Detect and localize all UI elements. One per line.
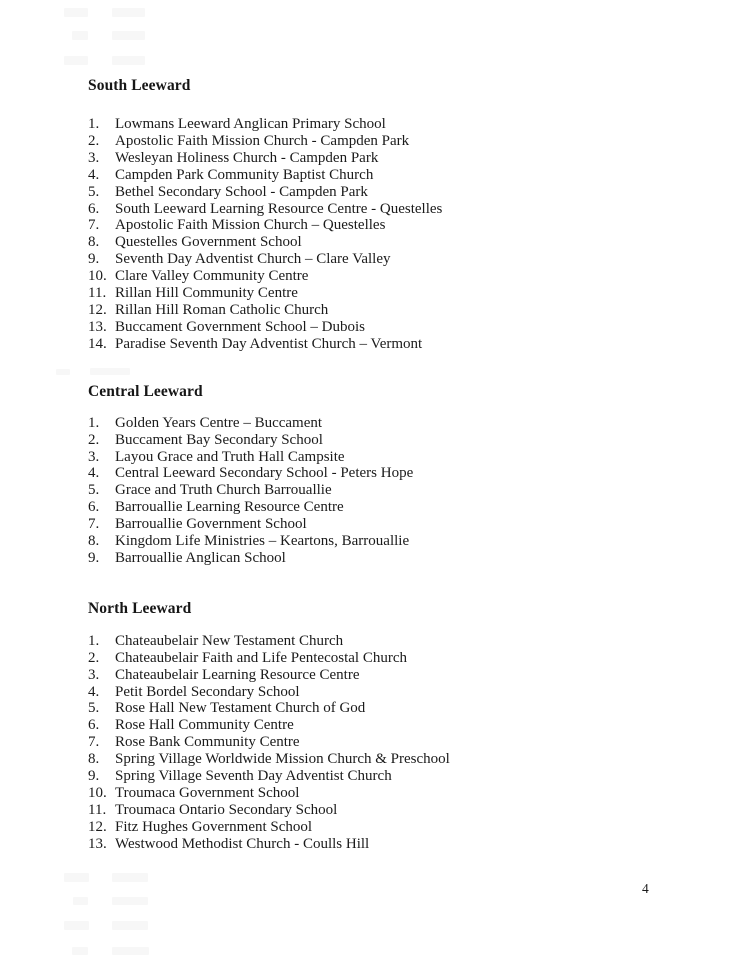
- list-item-label: Seventh Day Adventist Church – Clare Valley: [115, 251, 391, 268]
- list-item: [88, 768, 648, 785]
- list-item: [88, 116, 648, 133]
- list-item-number: 14.: [88, 335, 107, 352]
- list-item: [88, 167, 648, 184]
- list-item: [88, 734, 648, 751]
- list-item: [88, 717, 648, 734]
- list-item-number: 10.: [88, 268, 107, 285]
- scan-artifact: [64, 8, 88, 17]
- list-item-label: Clare Valley Community Centre: [115, 268, 309, 285]
- list-item-number: 8.: [88, 234, 100, 251]
- list-item-label: Spring Village Worldwide Mission Church & Preschool: [115, 751, 450, 768]
- list-item-number: 5.: [88, 183, 100, 200]
- list-item-label: Paradise Seventh Day Adventist Church – Vermont: [115, 335, 423, 352]
- scan-artifact: [64, 921, 89, 930]
- list-item: [88, 285, 648, 302]
- list-item: [88, 482, 648, 499]
- list-item-number: 9.: [88, 251, 100, 268]
- list-item-number: 1.: [88, 116, 100, 132]
- list-item-number: 6.: [88, 200, 100, 217]
- list-item: [88, 336, 648, 353]
- list-item-number: 1.: [88, 632, 100, 649]
- list-item: [88, 319, 648, 336]
- scan-artifact: [64, 873, 89, 882]
- district-section-south-leeward: [88, 76, 648, 353]
- list-item-number: 11.: [88, 801, 107, 818]
- list-item-number: 7.: [88, 516, 100, 533]
- scan-artifact: [112, 8, 145, 17]
- list-item-label: Central Leeward Secondary School - Peters Hope: [115, 465, 414, 482]
- district-list-south-leeward: [88, 116, 648, 353]
- list-item: [88, 449, 648, 466]
- list-item-number: 4.: [88, 166, 100, 183]
- list-item: [88, 819, 648, 836]
- list-item-label: Apostolic Faith Mission Church – Questelles: [115, 217, 386, 234]
- list-item: [88, 550, 648, 567]
- list-item-number: 3.: [88, 149, 100, 166]
- scan-artifact: [112, 921, 148, 930]
- district-list-central-leeward: [88, 415, 648, 567]
- list-item-label: Chateaubelair New Testament Church: [115, 632, 344, 649]
- scan-artifact: [72, 31, 88, 40]
- list-item-number: 7.: [88, 217, 100, 234]
- list-item-number: 3.: [88, 666, 100, 683]
- list-item: [88, 268, 648, 285]
- list-item: [88, 667, 648, 684]
- list-item: [88, 201, 648, 218]
- list-item-label: Apostolic Faith Mission Church - Campden Park: [115, 132, 410, 149]
- list-item: [88, 751, 648, 768]
- list-item-number: 4.: [88, 465, 100, 482]
- list-item-number: 5.: [88, 700, 100, 717]
- list-item-label: Rillan Hill Community Centre: [115, 285, 298, 302]
- list-item: [88, 802, 648, 819]
- list-item: [88, 785, 648, 802]
- list-item: [88, 836, 648, 853]
- list-item-number: 2.: [88, 649, 100, 666]
- list-item-label: South Leeward Learning Resource Centre - Questelles: [115, 200, 443, 217]
- scan-artifact: [112, 897, 148, 905]
- list-item: [88, 432, 648, 449]
- list-item-number: 5.: [88, 482, 100, 499]
- list-item-label: Barrouallie Learning Resource Centre: [115, 499, 344, 516]
- list-item-number: 2.: [88, 132, 100, 149]
- list-item-number: 12.: [88, 301, 107, 318]
- scan-artifact: [56, 369, 70, 375]
- district-heading-central-leeward: Central Leeward: [88, 382, 203, 400]
- list-item-number: 6.: [88, 499, 100, 516]
- district-section-central-leeward: [88, 382, 648, 567]
- scan-artifact: [64, 56, 88, 65]
- district-heading-north-leeward: North Leeward: [88, 599, 192, 617]
- list-item-number: 3.: [88, 448, 100, 465]
- list-item-label: Buccament Government School – Dubois: [115, 318, 365, 335]
- list-item-label: Rose Bank Community Centre: [115, 734, 300, 751]
- list-item: [88, 499, 648, 516]
- scan-artifact: [112, 947, 149, 955]
- list-item: [88, 533, 648, 550]
- list-item-number: 7.: [88, 734, 100, 751]
- list-item-number: 9.: [88, 768, 100, 785]
- page-content: [88, 76, 648, 853]
- list-item: [88, 633, 648, 650]
- list-item-number: 12.: [88, 818, 107, 835]
- scan-artifact: [112, 56, 145, 65]
- list-item-label: Spring Village Seventh Day Adventist Church: [115, 768, 392, 785]
- list-item-number: 2.: [88, 431, 100, 448]
- list-item-label: Westwood Methodist Church - Coulls Hill: [115, 835, 370, 852]
- district-heading-south-leeward: South Leeward: [88, 77, 191, 94]
- list-item: [88, 684, 648, 701]
- list-item-number: 9.: [88, 549, 100, 566]
- scan-artifact: [112, 873, 148, 882]
- district-section-north-leeward: [88, 599, 648, 853]
- list-item-number: 8.: [88, 751, 100, 768]
- list-item-label: Questelles Government School: [115, 234, 302, 251]
- scan-artifact: [112, 31, 145, 40]
- list-item: [88, 184, 648, 201]
- list-item-number: 13.: [88, 318, 107, 335]
- list-item-number: 11.: [88, 285, 107, 302]
- list-item: [88, 465, 648, 482]
- list-item-number: 4.: [88, 683, 100, 700]
- list-item: [88, 251, 648, 268]
- list-item-label: Chateaubelair Learning Resource Centre: [115, 666, 360, 683]
- list-item-label: Bethel Secondary School - Campden Park: [115, 183, 368, 200]
- list-item: [88, 700, 648, 717]
- list-item-label: Grace and Truth Church Barrouallie: [115, 482, 332, 499]
- list-item-label: Lowmans Leeward Anglican Primary School: [115, 116, 386, 132]
- list-item: [88, 415, 648, 432]
- list-item-label: Rillan Hill Roman Catholic Church: [115, 301, 329, 318]
- list-item-label: Petit Bordel Secondary School: [115, 683, 300, 700]
- list-item-label: Campden Park Community Baptist Church: [115, 166, 374, 183]
- list-item-label: Wesleyan Holiness Church - Campden Park: [115, 149, 379, 166]
- list-item: [88, 302, 648, 319]
- list-item-label: Buccament Bay Secondary School: [115, 431, 323, 448]
- list-item: [88, 650, 648, 667]
- list-item: [88, 133, 648, 150]
- list-item: [88, 516, 648, 533]
- list-item-label: Chateaubelair Faith and Life Pentecostal Church: [115, 649, 407, 666]
- list-item-label: Kingdom Life Ministries – Keartons, Barrouallie: [115, 533, 410, 550]
- list-item-label: Troumaca Ontario Secondary School: [115, 801, 338, 818]
- list-item: [88, 150, 648, 167]
- scan-artifact: [73, 897, 88, 905]
- list-item-label: Rose Hall New Testament Church of God: [115, 700, 366, 717]
- list-item: [88, 234, 648, 251]
- list-item-label: Barrouallie Government School: [115, 516, 307, 533]
- list-item: [88, 217, 648, 234]
- list-item-label: Fitz Hughes Government School: [115, 818, 313, 835]
- list-item-number: 8.: [88, 533, 100, 550]
- list-item-number: 13.: [88, 835, 107, 852]
- page-number: 4: [642, 881, 649, 896]
- scan-artifact: [72, 947, 88, 955]
- district-list-north-leeward: [88, 633, 648, 853]
- list-item-number: 10.: [88, 785, 107, 801]
- list-item-label: Layou Grace and Truth Hall Campsite: [115, 448, 345, 465]
- list-item-label: Golden Years Centre – Buccament: [115, 414, 323, 431]
- list-item-number: 1.: [88, 414, 100, 431]
- list-item-label: Troumaca Government School: [115, 785, 300, 801]
- list-item-label: Barrouallie Anglican School: [115, 549, 286, 566]
- list-item-number: 6.: [88, 717, 100, 734]
- list-item-label: Rose Hall Community Centre: [115, 717, 294, 734]
